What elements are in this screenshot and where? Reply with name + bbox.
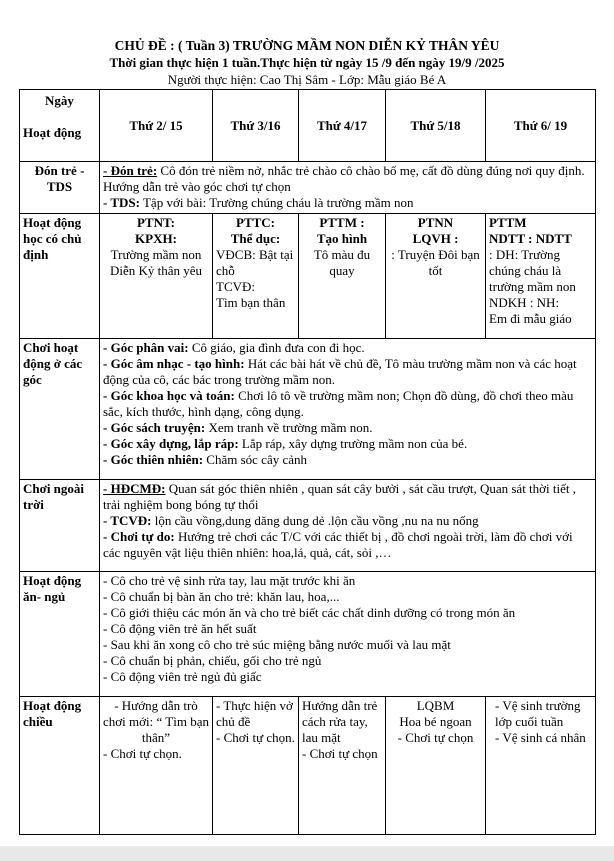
hoc-thu-head1: PTNN <box>417 215 454 230</box>
chieu-thu-l3: - Chơi tự chọn <box>397 730 474 745</box>
hoc-thu <box>386 214 486 339</box>
tds-text: Tập với bài: Trường chúng cháu là trường mầm non <box>139 195 414 210</box>
chieu-thu <box>386 697 486 835</box>
chieu-wed-l1: Hướng dẫn trẻ cách rửa tay, lau mặt <box>302 698 378 745</box>
row-label-an-ngu: Hoạt động ăn- ngủ <box>20 572 100 697</box>
bottom-bar <box>0 846 614 861</box>
ngoai-troi-content <box>100 480 596 572</box>
chieu-fri <box>486 697 596 835</box>
hoc-mon-body: Trường mầm non Diễn Kỷ thân yêu <box>109 247 203 278</box>
chieu-mon <box>100 697 213 835</box>
hdcmd-text: Quan sát góc thiên nhiên , quan sát cây bưởi , sát cầu trượt, Quan sát thời tiết , trải nghiệm bong bóng tự thổi <box>103 481 577 512</box>
plan-time: Thời gian thực hiện 1 tuần.Thực hiện từ ngày 15 /9 đến ngày 19/9 /2025 <box>109 55 505 70</box>
row-ngoai-troi <box>20 480 596 572</box>
goc-content <box>100 339 596 480</box>
goc-phan-vai-text: Cô giáo, gia đình đưa con đi học. <box>188 340 365 355</box>
hoc-wed-head2: Tạo hình <box>316 231 368 246</box>
hoc-tue-l2: TCVĐ: <box>216 279 255 294</box>
chieu-thu-l1: LQBM <box>416 698 455 713</box>
header-row <box>20 90 596 162</box>
goc-thien-nhien-name: - Góc thiên nhiên: <box>103 452 204 467</box>
hoc-mon-head2: KPXH: <box>135 231 177 246</box>
goc-phan-vai-name: - Góc phân vai: <box>103 340 189 355</box>
choi-tu-do-text: Hướng trẻ chơi các T/C với các thiết bị , đồ chơi ngoài trời, làm đồ chơi với các nguyên vật liệu thiên nhiên: hoa,lá, quả, cát, sỏi ,… <box>103 529 573 560</box>
goc-am-nhac-name: - Góc âm nhạc - tạo hình: <box>103 356 245 371</box>
goc-khoa-hoc-name: - Góc khoa học và toán: <box>103 388 235 403</box>
tcvd-label: - TCVĐ: <box>103 513 152 528</box>
chieu-thu-l2: Hoa bé ngoan <box>399 714 472 729</box>
hoc-fri-head2: NDTT : NDTT <box>489 231 572 246</box>
corner-day-label: Ngày <box>45 93 74 108</box>
day-header-thu: Thứ 5/18 <box>386 90 486 162</box>
hoc-thu-body: : Truyện Đôi bạn tốt <box>391 247 480 278</box>
row-label-chieu: Hoạt động chiều <box>20 697 100 835</box>
chieu-mon-l1: - Hướng dẫn trò chơi mới: “ Tìm bạn thân” <box>103 698 209 745</box>
goc-khoa-hoc-text: Chơi lô tô về trường mầm non; Chọn đồ dùng, đồ chơi theo màu sắc, kích thước, hình dạng, công dụng. <box>103 388 574 419</box>
an-ngu-content <box>100 572 596 697</box>
hoc-tue-head1: PTTC: <box>236 215 275 230</box>
row-goc <box>20 339 596 480</box>
row-label-don-tre: Đón trẻ - TDS <box>20 162 100 214</box>
chieu-wed-l2: - Chơi tự chọn <box>302 746 378 761</box>
goc-sach-text: Xem tranh về trường mầm non. <box>205 420 373 435</box>
hoc-fri-l1: : DH: Trường chúng cháu là trường mầm non <box>489 247 576 294</box>
hoc-tue <box>213 214 299 339</box>
hoc-mon-head1: PTNT: <box>136 215 176 230</box>
chieu-mon-l2: - Chơi tự chọn. <box>103 746 182 761</box>
an-ngu-item: - Cô cho trẻ vệ sinh rửa tay, lau mặt trước khi ăn <box>103 573 356 588</box>
chieu-fri-l1: - Vệ sinh trường lớp cuối tuần <box>495 698 581 729</box>
corner-activity-label: Hoạt động <box>23 125 82 140</box>
an-ngu-item: - Cô giới thiệu các món ăn và cho trẻ biết các chất dinh dưỡng có trong món ăn <box>103 605 516 620</box>
don-tre-content <box>100 162 596 214</box>
goc-xay-dung-name: - Góc xây dựng, lắp ráp: <box>103 436 239 451</box>
row-label-ngoai-troi: Chơi ngoài trời <box>20 480 100 572</box>
row-an-ngu <box>20 572 596 697</box>
goc-am-nhac-text: Hát các bài hát về chủ đề, Tô màu trường mầm non và các hoạt động của cô, các bác trong trường mầm non. <box>103 356 577 387</box>
hoc-thu-head2: LQVH : <box>412 231 459 246</box>
day-header-tue: Thứ 3/16 <box>213 90 299 162</box>
row-don-tre <box>20 162 596 214</box>
chieu-tue-l1: - Thực hiện vở chủ đề <box>216 698 293 729</box>
choi-tu-do-label: - Chơi tự do: <box>103 529 175 544</box>
row-label-goc: Chơi hoạt động ở các góc <box>20 339 100 480</box>
chieu-tue <box>213 697 299 835</box>
chieu-fri-l2: - Vệ sinh cá nhân <box>495 730 586 745</box>
goc-sach-name: - Góc sách truyện: <box>103 420 206 435</box>
row-label-hoc: Hoạt động học có chủ định <box>20 214 100 339</box>
tcvd-text: lộn cầu vồng,dung dăng dung dẻ .lộn cầu vồng ,nu na nu nống <box>151 513 479 528</box>
hoc-fri-l2: NDKH : NH: <box>489 295 560 310</box>
don-tre-label: - Đón trẻ: <box>103 163 158 178</box>
an-ngu-item: - Cô chuẩn bị phản, chiếu, gối cho trẻ ngủ <box>103 653 322 668</box>
day-header-mon: Thứ 2/ 15 <box>100 90 213 162</box>
goc-thien-nhien-text: Chăm sóc cây cảnh <box>203 452 308 467</box>
hoc-fri-l3: Em đi mẫu giáo <box>489 311 572 326</box>
hoc-tue-head2: Thể dục: <box>230 231 281 246</box>
don-tre-text: Cô đón trẻ niềm nở, nhắc trẻ chào cô chào bố mẹ, cất đồ dùng đúng nơi quy định. Hướng dẫn trẻ vào góc chơi tự chọn <box>103 163 585 194</box>
hoc-fri-head1: PTTM <box>489 215 527 230</box>
corner-cell <box>20 90 100 162</box>
hoc-fri <box>486 214 596 339</box>
chieu-wed <box>299 697 386 835</box>
plan-title: CHỦ ĐỀ : ( Tuần 3) TRƯỜNG MẦM NON DIỄN KỶ THÂN YÊU <box>114 38 500 53</box>
tds-label: - TDS: <box>103 195 140 210</box>
an-ngu-item: - Cô chuẩn bị bàn ăn cho trẻ: khăn lau, hoa,... <box>103 589 340 604</box>
row-chieu <box>20 697 596 835</box>
day-header-fri: Thứ 6/ 19 <box>486 90 596 162</box>
hoc-tue-l3: Tìm bạn thân <box>216 295 286 310</box>
day-header-wed: Thứ 4/17 <box>299 90 386 162</box>
row-hoat-dong-hoc <box>20 214 596 339</box>
goc-xay-dung-text: Lắp ráp, xây dựng trường mầm non của bé. <box>238 436 468 451</box>
hoc-wed-head1: PTTM : <box>319 215 365 230</box>
an-ngu-item: - Sau khi ăn xong cô cho trẻ súc miệng bằng nước muối và lau mặt <box>103 637 451 652</box>
plan-executor: Người thực hiện: Cao Thị Sâm - Lớp: Mẫu giáo Bé A <box>167 72 447 87</box>
hoc-tue-l1: VĐCB: Bật tại chỗ <box>216 247 294 278</box>
hoc-wed-body: Tô màu đu quay <box>313 247 371 278</box>
hoc-wed <box>299 214 386 339</box>
weekly-plan-table <box>19 89 596 835</box>
chieu-tue-l2: - Chơi tự chọn. <box>216 730 295 745</box>
hdcmd-label: - HĐCMĐ: <box>103 481 166 496</box>
an-ngu-item: - Cô động viên trẻ ngủ đủ giấc <box>103 669 262 684</box>
hoc-mon <box>100 214 213 339</box>
an-ngu-item: - Cô động viên trẻ ăn hết suất <box>103 621 257 636</box>
